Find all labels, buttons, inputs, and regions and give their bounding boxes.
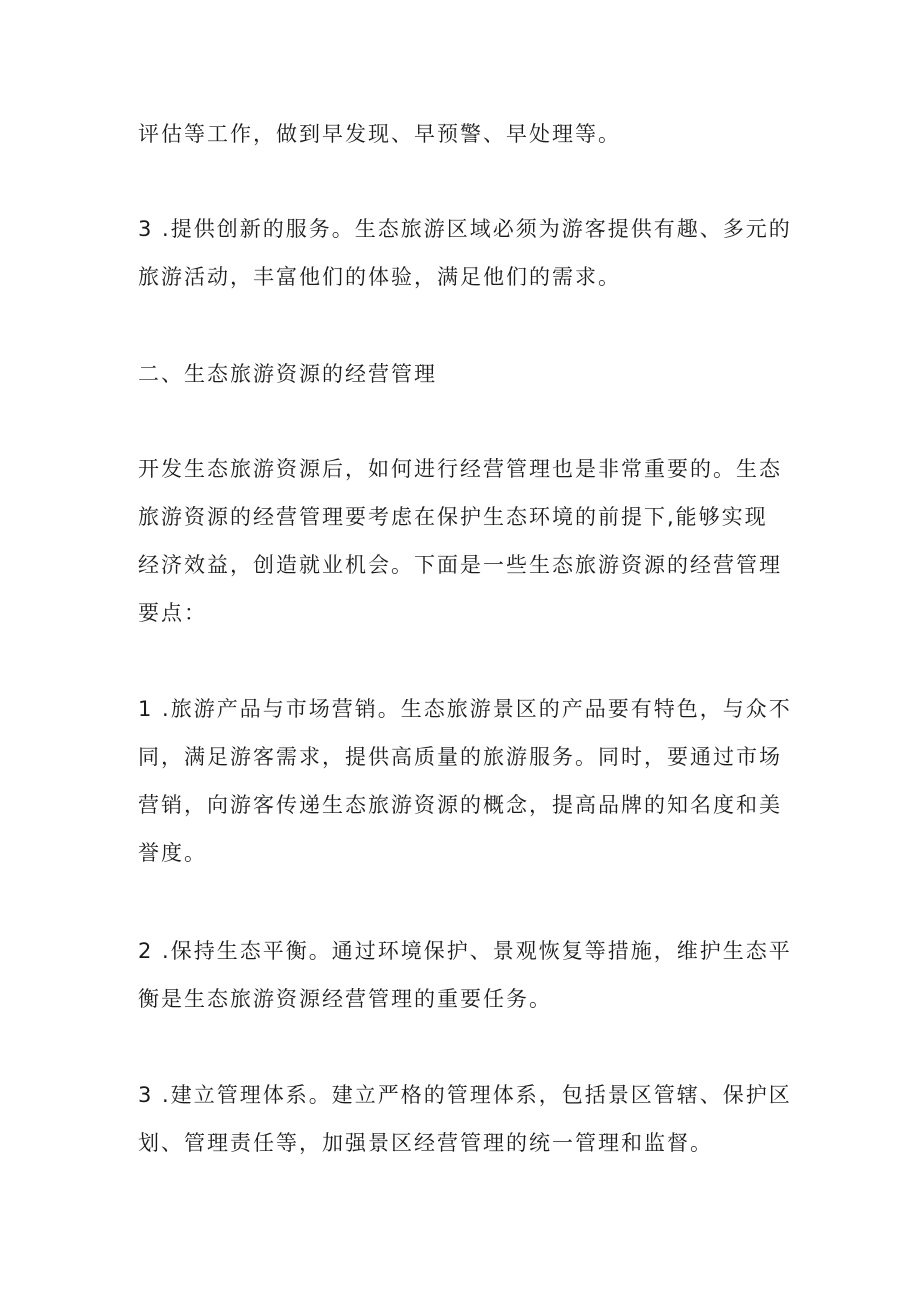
text-line: 要点： bbox=[138, 601, 207, 625]
heading-text: 二、生态旅游资源的经营管理 bbox=[138, 362, 437, 386]
section-heading-management bbox=[138, 350, 798, 398]
text-line: 旅游活动，丰富他们的体验，满足他们的需求。 bbox=[138, 265, 621, 289]
paragraph-products-marketing bbox=[138, 685, 798, 877]
text-line: 开发生态旅游资源后，如何进行经营管理也是非常重要的。生态 bbox=[138, 457, 782, 481]
text-line: 1 .旅游产品与市场营销。生态旅游景区的产品要有特色，与众不 bbox=[138, 697, 792, 721]
paragraph-innovative-service bbox=[138, 205, 798, 301]
text-line: 3 .提供创新的服务。生态旅游区域必须为游客提供有趣、多元的 bbox=[138, 217, 792, 241]
text-line: 评估等工作，做到早发现、早预警、早处理等。 bbox=[138, 122, 621, 146]
text-line: 同，满足游客需求，提供高质量的旅游服务。同时，要通过市场 bbox=[138, 745, 782, 769]
text-line: 2 .保持生态平衡。通过环境保护、景观恢复等措施，维护生态平 bbox=[138, 939, 792, 963]
text-line: 旅游资源的经营管理要考虑在保护生态环境的前提下,能够实现 bbox=[138, 505, 768, 529]
text-line: 划、管理责任等，加强景区经营管理的统一管理和监督。 bbox=[138, 1131, 713, 1155]
text-line: 3 .建立管理体系。建立严格的管理体系，包括景区管辖、保护区 bbox=[138, 1083, 792, 1107]
text-line: 营销，向游客传递生态旅游资源的概念，提高品牌的知名度和美 bbox=[138, 793, 782, 817]
text-line: 经济效益，创造就业机会。下面是一些生态旅游资源的经营管理 bbox=[138, 553, 782, 577]
paragraph-risk-assessment-continued bbox=[138, 110, 798, 158]
text-line: 衡是生态旅游资源经营管理的重要任务。 bbox=[138, 987, 552, 1011]
text-line: 誉度。 bbox=[138, 841, 207, 865]
paragraph-management-intro bbox=[138, 445, 798, 637]
paragraph-ecological-balance bbox=[138, 927, 798, 1023]
paragraph-management-system bbox=[138, 1071, 798, 1167]
